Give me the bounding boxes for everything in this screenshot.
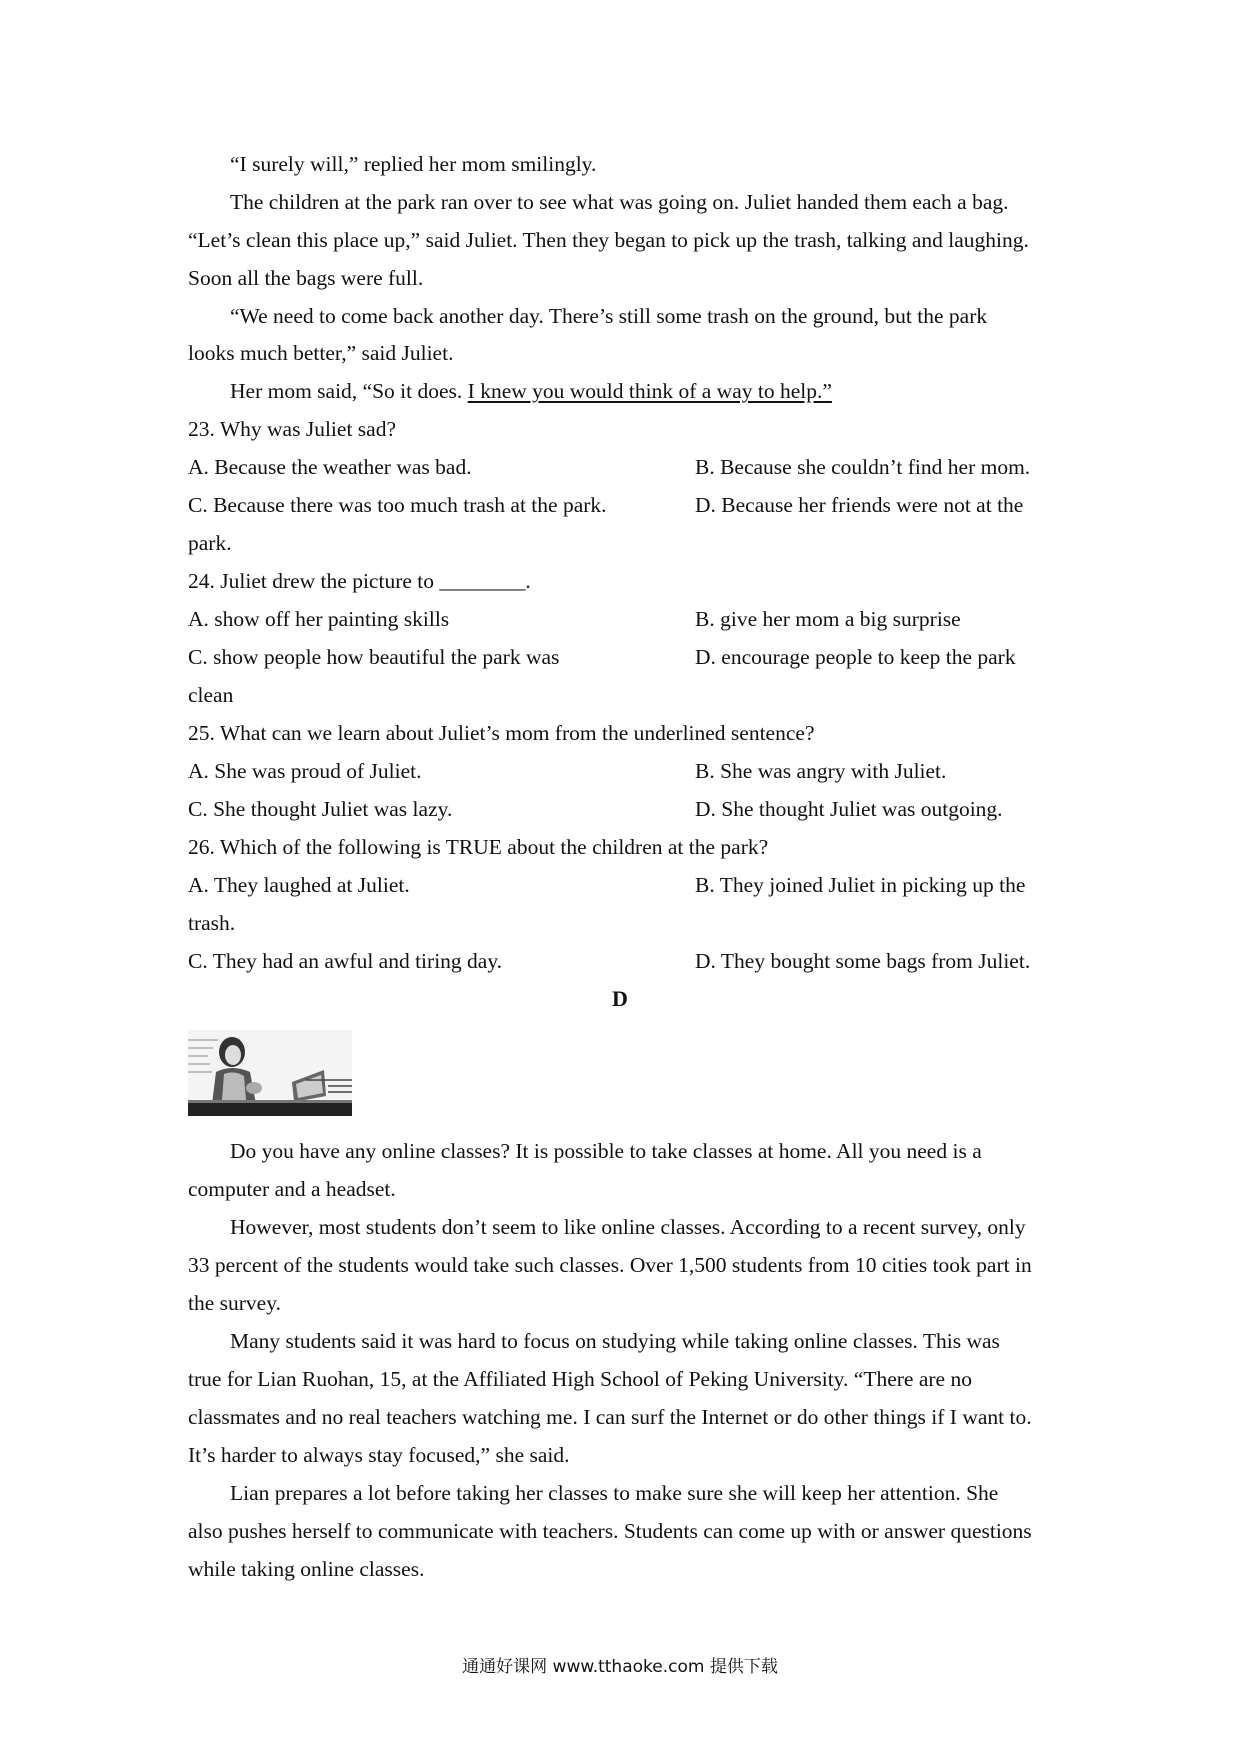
underlined-sentence: I knew you would think of a way to help.” xyxy=(467,379,832,403)
option-d: D. Because her friends were not at the xyxy=(695,493,1024,517)
passage-line: However, most students don’t seem to like online classes. According to a recent survey, only xyxy=(230,1215,1026,1239)
passage-line: Lian prepares a lot before taking her classes to make sure she will keep her attention. She xyxy=(230,1481,999,1505)
option-b: B. They joined Juliet in picking up the xyxy=(695,873,1026,897)
passage-line xyxy=(230,377,832,405)
passage-line: while taking online classes. xyxy=(188,1557,425,1581)
page-footer: 通通好课网 www.tthaoke.com 提供下载 xyxy=(462,1657,778,1677)
passage-line: “We need to come back another day. There’s still some trash on the ground, but the park xyxy=(230,304,988,328)
option-b: B. Because she couldn’t find her mom. xyxy=(695,455,1031,479)
option-a: A. They laughed at Juliet. xyxy=(188,873,410,897)
passage-line: 33 percent of the students would take such classes. Over 1,500 students from 10 cities took part in xyxy=(188,1253,1032,1277)
option-a: A. Because the weather was bad. xyxy=(188,455,472,479)
passage-line: computer and a headset. xyxy=(188,1177,396,1201)
passage-line: also pushes herself to communicate with teachers. Students can come up with or answer questions xyxy=(188,1519,1032,1543)
option-c: C. show people how beautiful the park was xyxy=(188,645,560,669)
option-b: B. She was angry with Juliet. xyxy=(695,759,947,783)
option-c: C. They had an awful and tiring day. xyxy=(188,949,503,973)
option-d: D. She thought Juliet was outgoing. xyxy=(695,797,1003,821)
section-heading: D xyxy=(612,986,628,1011)
passage-line: the survey. xyxy=(188,1291,281,1315)
question-stem: 23. Why was Juliet sad? xyxy=(188,417,396,441)
passage-line: “I surely will,” replied her mom smilingly. xyxy=(230,152,597,176)
passage-text: Her mom said, “So it does. xyxy=(230,379,463,403)
passage-line: looks much better,” said Juliet. xyxy=(188,341,454,365)
question-stem: 26. Which of the following is TRUE about the children at the park? xyxy=(188,835,769,859)
option-a: A. show off her painting skills xyxy=(188,607,450,631)
passage-line: It’s harder to always stay focused,” she said. xyxy=(188,1443,570,1467)
option-d-continued: park. xyxy=(188,531,232,555)
student-illustration xyxy=(188,1030,352,1116)
option-d-continued: clean xyxy=(188,683,234,707)
question-stem: 24. Juliet drew the picture to ________. xyxy=(188,569,531,593)
option-d: D. They bought some bags from Juliet. xyxy=(695,949,1031,973)
option-a: A. She was proud of Juliet. xyxy=(188,759,422,783)
option-d: D. encourage people to keep the park xyxy=(695,645,1016,669)
option-c: C. She thought Juliet was lazy. xyxy=(188,797,453,821)
option-b: B. give her mom a big surprise xyxy=(695,607,961,631)
passage-line: Soon all the bags were full. xyxy=(188,266,424,290)
passage-line: classmates and no real teachers watching me. I can surf the Internet or do other things if I want to. xyxy=(188,1405,1032,1429)
passage-line: Do you have any online classes? It is possible to take classes at home. All you need is a xyxy=(230,1139,982,1163)
question-stem: 25. What can we learn about Juliet’s mom from the underlined sentence? xyxy=(188,721,815,745)
passage-line: Many students said it was hard to focus on studying while taking online classes. This was xyxy=(230,1329,1000,1353)
passage-line: “Let’s clean this place up,” said Juliet. Then they began to pick up the trash, talking and laughing. xyxy=(188,228,1029,252)
passage-line: The children at the park ran over to see what was going on. Juliet handed them each a bag. xyxy=(230,190,1009,214)
option-c: C. Because there was too much trash at the park. xyxy=(188,493,607,517)
option-b-continued: trash. xyxy=(188,911,236,935)
passage-line: true for Lian Ruohan, 15, at the Affiliated High School of Peking University. “There are no xyxy=(188,1367,972,1391)
